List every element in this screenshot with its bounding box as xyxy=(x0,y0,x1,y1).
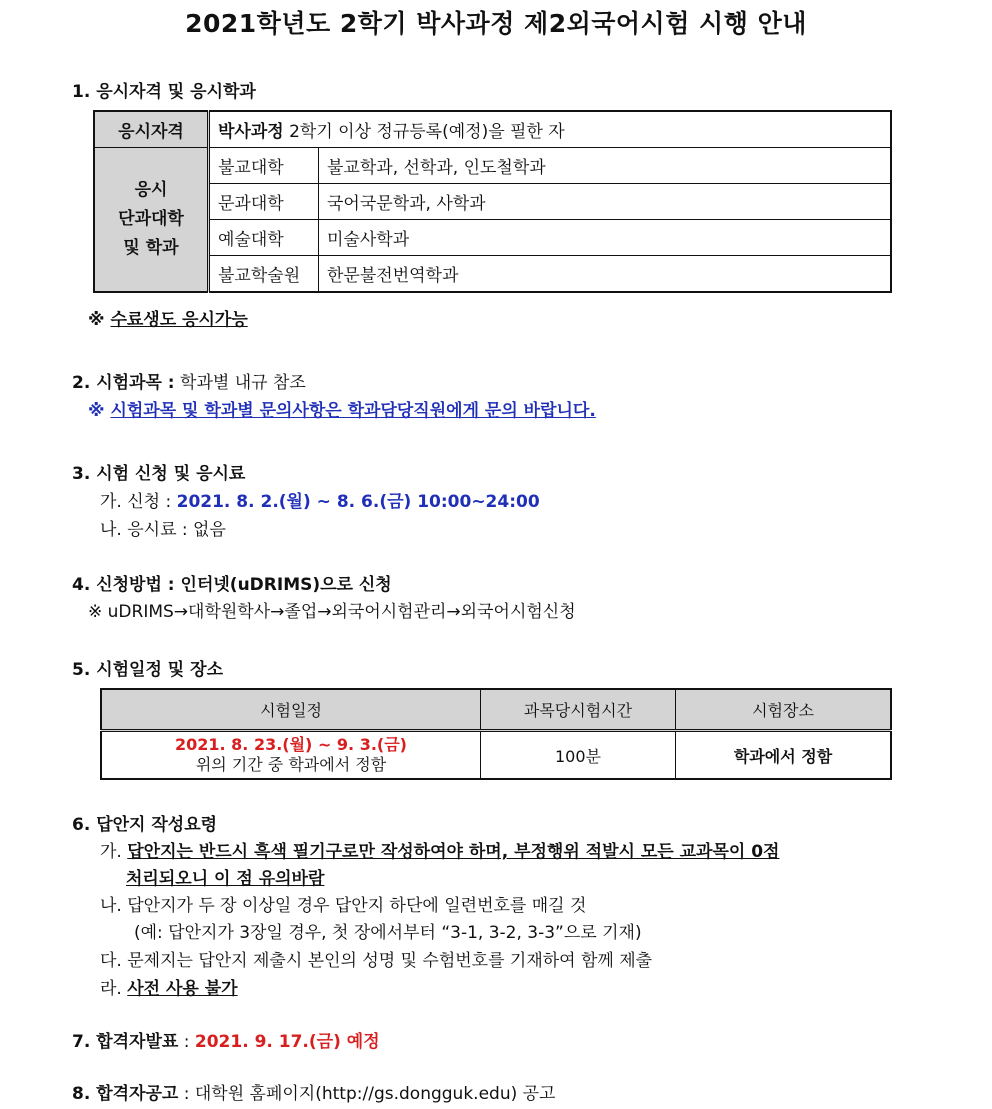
department-list: 한문불전번역학과 xyxy=(319,256,892,293)
schedule-cell xyxy=(101,731,481,780)
college-label-line: 응시 xyxy=(134,180,168,200)
table-row xyxy=(94,220,891,256)
rule-a-text: 답안지는 반드시 흑색 필기구로만 작성하여야 하며, 부정행위 적발시 모든 교과목이 0점 xyxy=(127,842,780,862)
column-header-place: 시험장소 xyxy=(676,689,892,731)
column-header-duration: 과목당시험시간 xyxy=(481,689,676,731)
inquiry-note xyxy=(88,396,596,421)
eligibility-bold: 박사과정 xyxy=(218,122,284,142)
application-path: ※ uDRIMS→대학원학사→졸업→외국어시험관리→외국어시험신청 xyxy=(88,602,576,622)
section-2-heading: 2. 시험과목 : xyxy=(72,373,175,393)
department-list: 미술사학과 xyxy=(319,220,892,256)
page-title: 2021학년도 2학기 박사과정 제2외국어시험 시행 안내 xyxy=(185,9,807,38)
answer-rule-a xyxy=(100,837,779,862)
table-row xyxy=(94,256,891,293)
application-label: 가. 신청 : xyxy=(100,492,177,512)
section-8 xyxy=(72,1079,555,1104)
section-8-heading: 8. 합격자공고 xyxy=(72,1084,179,1104)
schedule-table xyxy=(100,688,892,780)
separator: : xyxy=(178,1084,195,1104)
answer-rule-b-example: (예: 답안지가 3장일 경우, 첫 장에서부터 “3-1, 3-2, 3-3”으로 기재) xyxy=(134,923,642,943)
eligibility-rest: 2학기 이상 정규등록(예정)을 필한 자 xyxy=(283,122,565,142)
separator: : xyxy=(178,1032,195,1052)
answer-rule-d xyxy=(100,974,238,999)
department-list: 불교학과, 선학과, 인도철학과 xyxy=(319,148,892,184)
college-name: 문과대학 xyxy=(209,184,319,220)
section-1-heading: 1. 응시자격 및 응시학과 xyxy=(72,82,256,102)
exam-dates-note: 위의 기간 중 학과에서 정함 xyxy=(195,755,387,774)
table-row xyxy=(94,148,891,184)
answer-rule-c: 다. 문제지는 답안지 제출시 본인의 성명 및 수험번호를 기재하여 함께 제출 xyxy=(100,951,653,971)
section-2-text: 학과별 내규 참조 xyxy=(174,373,306,393)
section-2 xyxy=(72,368,306,393)
rule-a-text-cont: 처리되오니 이 점 유의바람 xyxy=(126,869,325,889)
table-row xyxy=(94,184,891,220)
eligibility-table xyxy=(93,110,892,293)
application-dates: 2021. 8. 2.(월) ~ 8. 6.(금) 10:00~24:00 xyxy=(176,492,540,512)
place-cell: 학과에서 정함 xyxy=(676,731,892,780)
college-label-line: 단과대학 xyxy=(118,209,184,229)
eligibility-label: 응시자격 xyxy=(94,111,209,148)
rule-d-text: 사전 사용 불가 xyxy=(127,979,238,999)
duration-cell: 100분 xyxy=(481,731,676,780)
note-mark: ※ xyxy=(88,401,111,421)
college-name: 불교대학 xyxy=(209,148,319,184)
announcement-location: 대학원 홈페이지(http://gs.dongguk.edu) 공고 xyxy=(194,1084,556,1104)
college-name: 예술대학 xyxy=(209,220,319,256)
application-period xyxy=(100,487,540,512)
section-6-heading: 6. 답안지 작성요령 xyxy=(72,815,218,835)
eligibility-value xyxy=(209,111,892,148)
college-label-line: 및 학과 xyxy=(123,238,179,258)
section-4-heading: 4. 신청방법 : 인터넷(uDRIMS)으로 신청 xyxy=(72,575,392,595)
table-row xyxy=(101,731,891,780)
note-mark: ※ xyxy=(88,310,111,330)
college-label xyxy=(94,148,209,293)
note-text: 수료생도 응시가능 xyxy=(110,310,248,330)
answer-rule-b: 나. 답안지가 두 장 이상일 경우 답안지 하단에 일련번호를 매길 것 xyxy=(100,896,587,916)
college-name: 불교학술원 xyxy=(209,256,319,293)
rule-prefix: 라. xyxy=(100,979,128,999)
table-header-row xyxy=(101,689,891,731)
note-text: 시험과목 및 학과별 문의사항은 학과담당직원에게 문의 바랍니다. xyxy=(110,401,596,421)
section-7 xyxy=(72,1027,380,1052)
exam-fee: 나. 응시료 : 없음 xyxy=(100,520,226,540)
exam-dates: 2021. 8. 23.(월) ~ 9. 3.(금) xyxy=(174,735,407,754)
rule-prefix: 가. xyxy=(100,842,128,862)
section-5-heading: 5. 시험일정 및 장소 xyxy=(72,660,223,680)
announcement-date: 2021. 9. 17.(금) 예정 xyxy=(194,1032,380,1052)
section-7-heading: 7. 합격자발표 xyxy=(72,1032,179,1052)
section-3-heading: 3. 시험 신청 및 응시료 xyxy=(72,464,246,484)
column-header-schedule: 시험일정 xyxy=(101,689,481,731)
graduate-note xyxy=(88,305,248,330)
department-list: 국어국문학과, 사학과 xyxy=(319,184,892,220)
table-row xyxy=(94,111,891,148)
